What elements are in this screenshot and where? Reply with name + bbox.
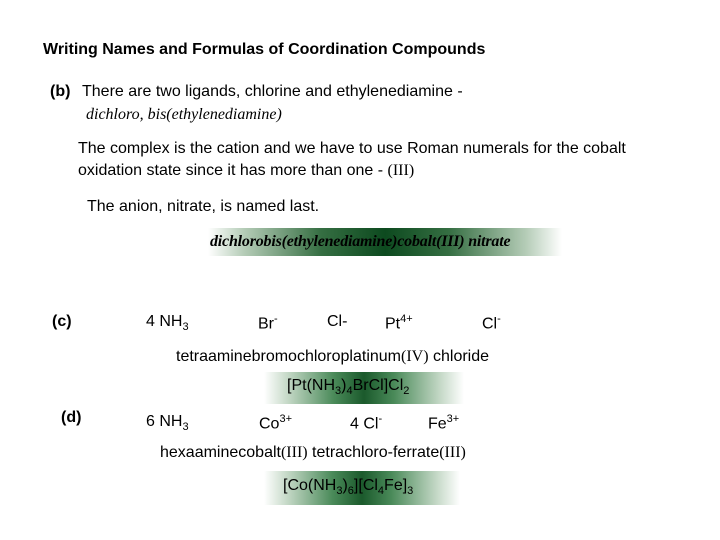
d-metal-charge: 3+ [279, 413, 292, 425]
c-ligand-coef: 4 NH [146, 313, 183, 330]
d-name-part2: tetrachloro-ferrate [307, 444, 440, 461]
d-formula-sub2: 6 [347, 485, 354, 498]
ligand-names: dichloro, bis(ethylenediamine) [86, 106, 282, 123]
c-name-part1: tetraaminebromochloroplatinum [176, 348, 401, 365]
d-metal-co [259, 413, 292, 433]
c-metal-charge: 4+ [400, 313, 413, 325]
roman-numeral: (III) [387, 162, 415, 179]
c-ion-br [258, 313, 278, 333]
c-formula-b: ) [341, 377, 347, 394]
d-name-roman2: (III) [439, 444, 466, 461]
section-b-label: (b) [50, 83, 71, 100]
c-formula-d: Cl]Cl [368, 377, 404, 394]
d-name-roman1: (III) [280, 444, 308, 461]
complex-explanation [78, 138, 638, 182]
section-c-label: (c) [52, 313, 72, 330]
d-compound-name [160, 444, 466, 462]
d-metal2-charge: 3+ [446, 413, 460, 425]
c-ion-br-charge: - [274, 313, 278, 325]
d-formula-sub1: 3 [336, 485, 343, 498]
d-formula-d: Fe] [384, 477, 408, 494]
d-metal2-text: Fe [428, 415, 447, 433]
d-ion-cl-charge: - [378, 413, 383, 425]
d-formula-sub3: 4 [377, 485, 385, 498]
section-d-label: (d) [61, 409, 82, 426]
c-formula [287, 377, 409, 397]
d-formula-c: ][Cl [353, 477, 378, 494]
c-name-roman: (IV) [401, 348, 429, 365]
anion-text: The anion, nitrate, is named last. [87, 198, 320, 215]
complex-text: The complex is the cation and we have to use Roman numerals for the cobalt oxidation state since it has more than one - [78, 140, 626, 179]
c-ion-cl: Cl- [327, 313, 348, 330]
d-ligand-coef: 6 NH [146, 413, 183, 430]
d-ligand-nh3 [146, 413, 189, 433]
c-formula-sub3: 2 [403, 385, 410, 398]
c-metal-text: Pt [385, 315, 401, 333]
d-formula-b: ) [342, 477, 348, 494]
c-formula-sub1: 3 [335, 385, 342, 398]
c-ion-cl2-charge: - [497, 313, 501, 325]
c-metal-pt [385, 313, 413, 333]
c-formula-sub2: 4 [346, 385, 353, 398]
d-ion-cl-text: 4 Cl [350, 415, 379, 433]
d-metal-fe [428, 413, 459, 433]
c-formula-a: [Pt(NH [287, 377, 335, 394]
d-ligand-sub: 3 [182, 421, 189, 434]
full-compound-name: dichlorobis(ethylenediamine)cobalt(III) nitrate [210, 233, 511, 250]
d-ion-cl [350, 413, 382, 433]
c-ion-cl2-text: Cl [482, 315, 498, 333]
c-ligand-nh3 [146, 313, 189, 333]
c-compound-name [176, 348, 489, 366]
d-metal-text: Co [259, 415, 280, 433]
c-formula-c: Br [352, 377, 369, 394]
c-ion-cl2 [482, 313, 501, 333]
c-ligand-sub: 3 [182, 321, 189, 334]
c-ion-br-text: Br [258, 315, 274, 333]
d-formula-sub4: 3 [407, 485, 414, 498]
slide-title: Writing Names and Formulas of Coordination Compounds [43, 41, 486, 58]
d-formula [283, 477, 413, 497]
c-name-part2: chloride [428, 348, 490, 365]
d-formula-a: [Co(NH [283, 477, 337, 494]
d-name-part1: hexaaminecobalt [160, 444, 281, 461]
section-b-intro: There are two ligands, chlorine and ethylenediamine - [82, 83, 463, 100]
